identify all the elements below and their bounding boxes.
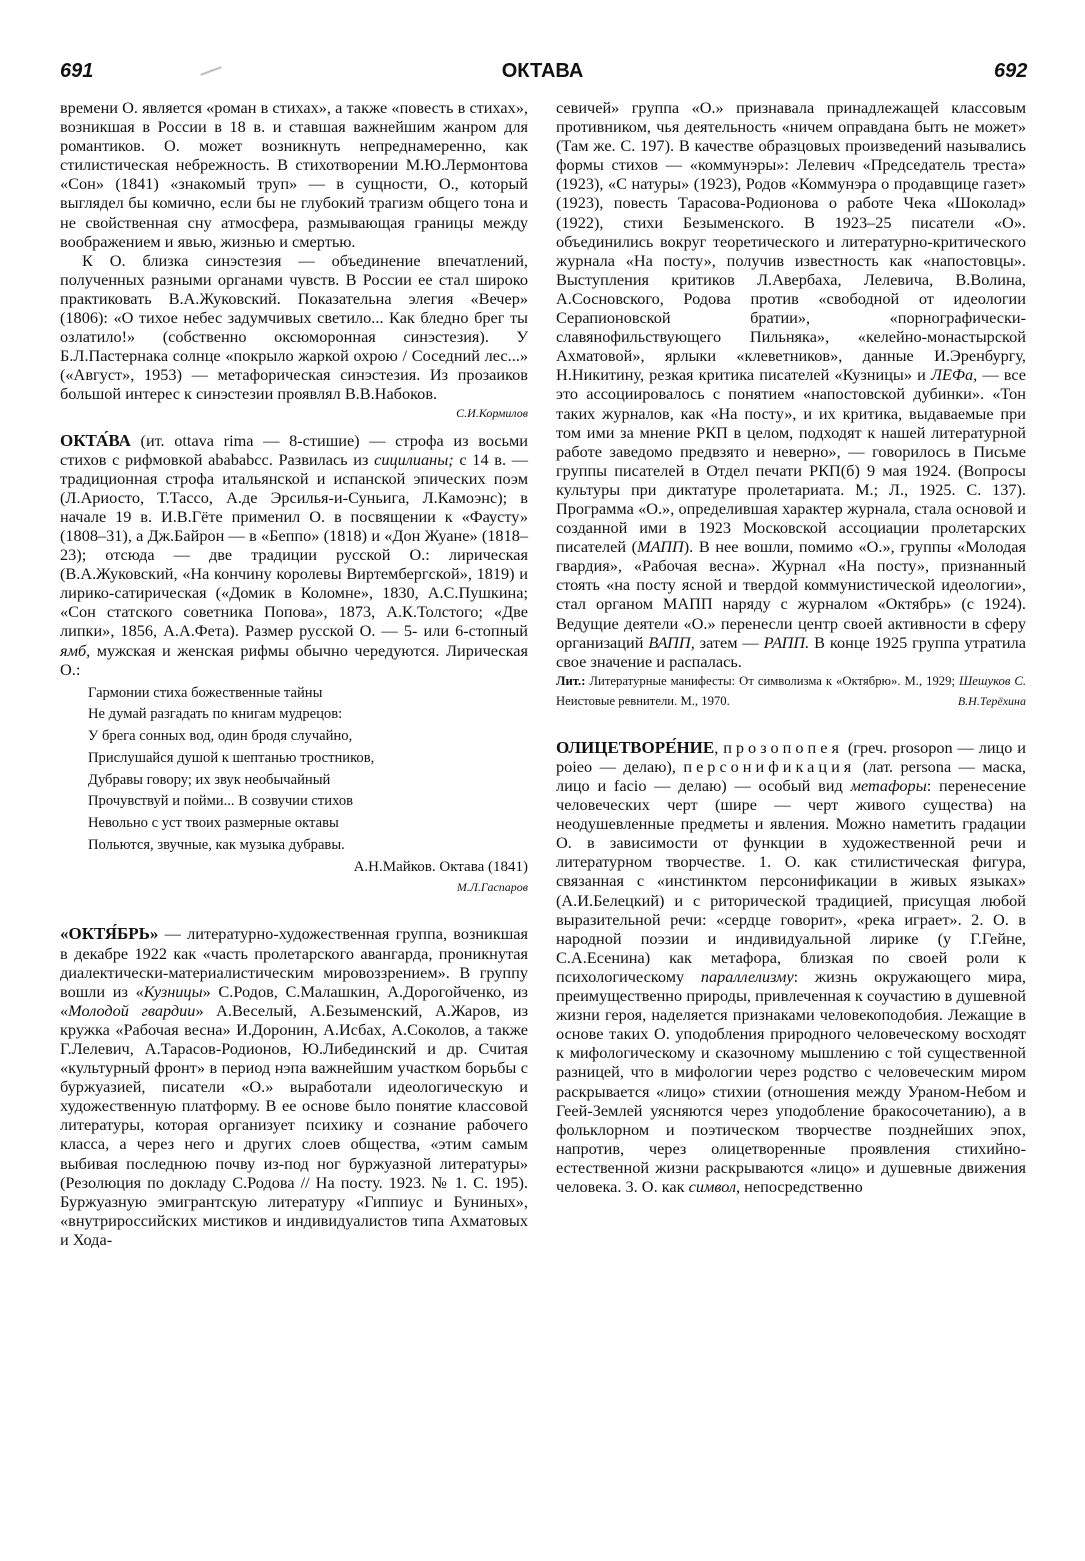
- entry-italic: сицилианы;: [374, 449, 454, 469]
- entry-oktyabr-continuation: [556, 98, 1026, 671]
- entry-text: : перенесение человеческих черт (шире — черт живого существа) на неодушевленные предметы и явления. Можно наметить градации О. в зависимости от функции в художественной речи и литературном творчестве. 1. О. как стилистическая фигура, связанная с «инстинктом персонификации в живых языках» (А.И.Белецкий) и с риторической традицией, присущая любой выразительной речи: «сердце говорит», «река играет». 2. О. в народной поэзии и индивидуальной лирике (у Г.Гейне, С.А.Есенина) как метафора, близкая по своей роли к психологическому: [556, 776, 1026, 986]
- entry-text: : жизнь окружающего мира, преимущественно природы, привлеченная к соучастию в душевной жизни героя, наделяется признаками человекоподобия. Лежащие в основе таких О. уподобления природного человеческому восходят к мифологическому и сказочному мышлению с той существенной разницей, что в мифологии через родство с человеческим миром раскрывается «лицо» стихии (отношения между Ураном-Небом и Геей-Землей уясняются через уподобление бракосочетанию), а в фольклорном и поэтическом творчестве позднейших эпох, напротив, через олицетворенные проявления стихийно-естественной жизни раскрываются «лицо» и душевные движения человека. 3. О. как: [556, 966, 1027, 1196]
- left-column: [60, 98, 528, 1249]
- running-title: ОКТАВА: [501, 60, 584, 82]
- entry-italic: Молодой гвардии: [68, 1000, 196, 1020]
- entry-text: мужская и женская рифмы обычно чередуются. Лирическая О.:: [60, 640, 528, 679]
- verse-line: Не думай разгадать по книгам мудрецов:: [88, 706, 343, 723]
- entry-spaced-term: персонификация: [683, 756, 856, 776]
- verse-line: У брега сонных вод, один бродя случайно,: [88, 728, 353, 745]
- entry-text: севичей» группа «О.» признавала принадлежащей классовым противником, чья деятельность «ничем оправдана быть не может» (Там же. С. 197). В качестве образцовых произведений назывались формы стихов — «коммунэры»: Лелевич «Председатель треста» (1923), «С натуры» (1923), Родов «Коммунэра о продавщице газет» (1923), повесть Тарасова-Родионова о работе Чека «Шоколад» (1922), стихи Безыменского. В 1923–25 писатели «О». объединились вокруг теоретического и литературно-критического журнала «На посту», получив известность как «напостовцы». Выступления критиков Л.Авербаха, Лелевича, В.Волина, А.Сосновского, Родова против «свободной от идеологии Серапионовской братии», «порнографически-славянофильствующего Пильняка», «келейно-монастырской Ахматовой», ярлыки «клеветников», данные И.Эренбургу, Н.Никитину, резкая критика писателей «Кузницы» и: [556, 98, 1026, 385]
- entry-italic: РАПП.: [763, 632, 810, 652]
- paragraph-continuation: времени О. является «роман в стихах», а также «повесть в стихах», возникшая в России в 18 в. и ставшая важнейшим жанром для романтиков. О. может возникнуть непреднамеренно, как стилистическая небрежность. В стихотворении М.Ю.Лермонтова «Сон» (1841) «знакомый труп» — в сущности, О., который выглядел бы комично, если бы не глубокий трагизм общего тона и не свойственная сну атмосфера, размывающая границы между воображением и явью, жизнью и смертью.: [60, 98, 528, 251]
- entry-text: (греч. prosopon — лицо и poieo — делаю),: [556, 737, 1026, 776]
- entry-headword: ОЛИЦЕТВОРЕ́НИЕ: [556, 737, 715, 757]
- verse-quote: [60, 683, 528, 857]
- paragraph-synesthesia: [60, 250, 528, 420]
- entry-italic: ВАПП,: [648, 632, 695, 652]
- entry-text: (ит. ottava rima — 8-стишие) — строфа из восьми стихов с рифмовкой abababcc. Развилась из: [60, 430, 528, 469]
- entry-headword: «ОКТЯ́БРЬ»: [60, 924, 159, 944]
- verse-line: Невольно с уст твоих размерные октавы: [88, 814, 339, 831]
- entry-body: ОЛИЦЕТВОРЕ́НИЕ, прозопопея (греч. prosopon — лицо и poieo — делаю), персонификация (лат. persona — маска, лицо и facio — делаю) — особый вид метафоры: перенесение человеческих черт (шире — черт живого существа) на неодушевленные предметы и явления. Можно наметить градации О. в зависимости от функции в художественной речи и литературном творчестве. 1. О. как стилистическая фигура, связанная с «инстинктом персонификации в живых языках» (А.И.Белецкий) и с риторической традицией, присущая любой выразительной речи: «сердце говорит», «река играет». 2. О. в народной поэзии и индивидуальной лирике (у Г.Гейне, С.А.Есенина) как метафора, близкая по своей роли к психологическому параллелизму: жизнь окружающего мира, преимущественно природы, привлеченная к соучастию в душевной жизни героя, наделяется признаками человекоподобия. Лежащие в основе таких О. уподобления природного человеческому восходят к мифологическому и сказочному мышлению с той существенной разницей, что в мифологии через родство с человеческим миром раскрывается «лицо» стихии (отношения между Ураном-Небом и Геей-Землей уясняются через уподобление бракосочетанию), а в фольклорном и поэтическом творчестве позднейших эпох, напротив, через олицетворенные проявления стихийно-естественной жизни раскрываются «лицо» и душевные движения человека. 3. О. как символ, непосредственно: [556, 737, 1027, 1196]
- entry-text: с 14 в. — традиционная строфа итальянской и испанской эпических поэм (Л.Ариосто, Т.Тассо, А.де Эрсилья-и-Суньига, Л.Камоэнс); в начале 19 в. И.В.Гёте применил О. в посвящении к «Фаусту» (1808–31), а Дж.Байрон — в «Беппо» (1818) и «Дон Жуане» (1818–23); отсюда — две традиции русской О.: лирическая (В.А.Жуковский, «На кончину королевы Виртембергской», 1819) и лирико-сатирическая («Домик в Коломне», 1830, А.С.Пушкина; «Сон статского советника Попова», 1873, А.К.Толстого; «Две липки», 1856, А.А.Фета). Размер русской О. — 5- или 6-стопный: [60, 449, 529, 641]
- entry-italic: ЛЕФа,: [930, 365, 978, 385]
- author-signature: М.Л.Гаспаров: [456, 880, 528, 895]
- verse-line: Прислушайся душой к шептанью тростников,: [88, 749, 375, 766]
- entry-text: » А.Веселый, А.Безыменский, А.Жаров, из кружка «Рабочая весна» И.Доронин, А.Исбах, А.Соколов, а также Г.Лелевич, А.Тарасов-Родионов, Ю.Либединский и др. Считая «культурный фронт» в период нэпа важнейшим участком борьбы с буржуазией, писатели «О.» выработали идеологическую и художественную платформу. В ее основе было понятие классовой литературы, которая организует психику и сознание рабочего класса, а через него и других слоев общества, «этим самым выбивая последнюю почву из-под ног буржуазной литературы» (Резолюция по докладу С.Родова // На посту. 1923. № 1. С. 195). Буржуазную эмигрантскую литературу «Гиппиус и Буниных», «внутрироссийских мистиков и индивидуалистов типа Ахматовых и Хода-: [60, 1000, 528, 1249]
- entry-italic: параллелизму: [700, 966, 794, 986]
- entry-oktava: [60, 431, 528, 898]
- page-header: [0, 0, 1085, 95]
- entry-text: ). В нее вошли, помимо «О.», группы «Молодая гвардия», «Рабочая весна». Журнал «На посту», признанный стоять «на посту ясной и твердой коммунистической идеологии», стал органом МАПП наряду с журналом «Октябрь» (с 1924). Ведущие деятели «О.» перенесли центр своей активности в сферу организаций: [556, 537, 1026, 652]
- author-signature: В.Н.Терёхина: [957, 693, 1026, 708]
- entry-spaced-term: прозопопея: [723, 737, 843, 757]
- entry-body: [60, 431, 528, 679]
- entry-body: [60, 924, 528, 1249]
- page-number-right: 692: [994, 60, 1028, 82]
- entry-text: (лат. persona — маска, лицо и facio — делаю) — особый вид: [556, 756, 1026, 795]
- verse-line: Польются, звучные, как музыка дубравы.: [88, 836, 345, 853]
- entry-text: — литературно-художественная группа, возникшая в декабре 1922 как «часть пролетарского авангарда, проникнутая диалектически-материалистическим мировоззрением». В группу вошли из «: [60, 924, 528, 1001]
- literature-label: Лит.:: [556, 673, 586, 688]
- entry-text: — все это ассоциировалось с понятием «напостовской дубинки». «Тон таких журналов, как «На посту», и их критика, выдаваемые при том ими за мнение РКП в целом, подходят к нашей литературной работе заведомо предвзято и неверно», — говорилось в Письме группы писателей в Отдел печати РКП(б) 9 мая 1924. (Вопросы культуры при диктатуре пролетариата. М.; Л., 1925. С. 137). Программа «О.», определившая характер журнала, стала основой и созданной ими в 1923 Московской ассоциации пролетарских писателей (: [556, 365, 1026, 557]
- entry-text: » С.Родов, С.Малашкин, А.Дорогойченко, из «: [60, 981, 528, 1020]
- entry-italic: символ,: [688, 1176, 741, 1196]
- entry-text: В конце 1925 группа утратила свое значение и распалась.: [556, 632, 1026, 671]
- verse-line: Дубравы говору; их звук необычайный: [88, 771, 331, 788]
- entry-italic: МАПП: [637, 537, 684, 557]
- literature-references: [556, 671, 1026, 711]
- entry-headword: ОКТА́ВА: [60, 430, 131, 450]
- entry-italic: ямб,: [60, 640, 91, 660]
- right-column: [556, 98, 1026, 1196]
- entry-olitsetvorenie: [556, 738, 1026, 1196]
- literature-text: Литературные манифесты: От символизма к «Октябрю». М., 1929;: [585, 673, 959, 688]
- verse-line: Прочувствуй и пойми... В созвучии стихов: [88, 793, 354, 810]
- author-signature: С.И.Кормилов: [456, 405, 528, 420]
- verse-line: Гармонии стиха божественные тайны: [88, 684, 323, 701]
- verse-attribution: А.Н.Майков. Октава (1841): [353, 859, 528, 876]
- entry-italic: метафоры: [850, 776, 927, 795]
- entry-italic: Кузницы: [143, 981, 203, 1001]
- paragraph-text: К О. близка синэстезия — объединение впечатлений, полученных разными органами чувств. В России ее стал широко практиковать В.А.Жуковский. Показательна элегия «Вечер» (1806): «О тихое небес задумчивых светило... Как бледно брег ты озлатило!» (собственно оксюморонная синэстезия). У Б.Л.Пастернака солнце «покрыло жаркой охрою / Соседний лес...» («Август», 1953) — метафорическая синэстезия. Из прозаиков большой интерес к синэстезии проявлял В.В.Набоков.: [60, 250, 528, 404]
- literature-italic: Шешуков С.: [959, 673, 1026, 688]
- entry-oktyabr: [60, 924, 528, 1249]
- entry-text: затем —: [694, 632, 764, 652]
- literature-text: Неистовые ревнители. М., 1970.: [556, 693, 730, 708]
- page-number-left: 691: [60, 60, 94, 82]
- entry-text: непосредственно: [740, 1176, 863, 1196]
